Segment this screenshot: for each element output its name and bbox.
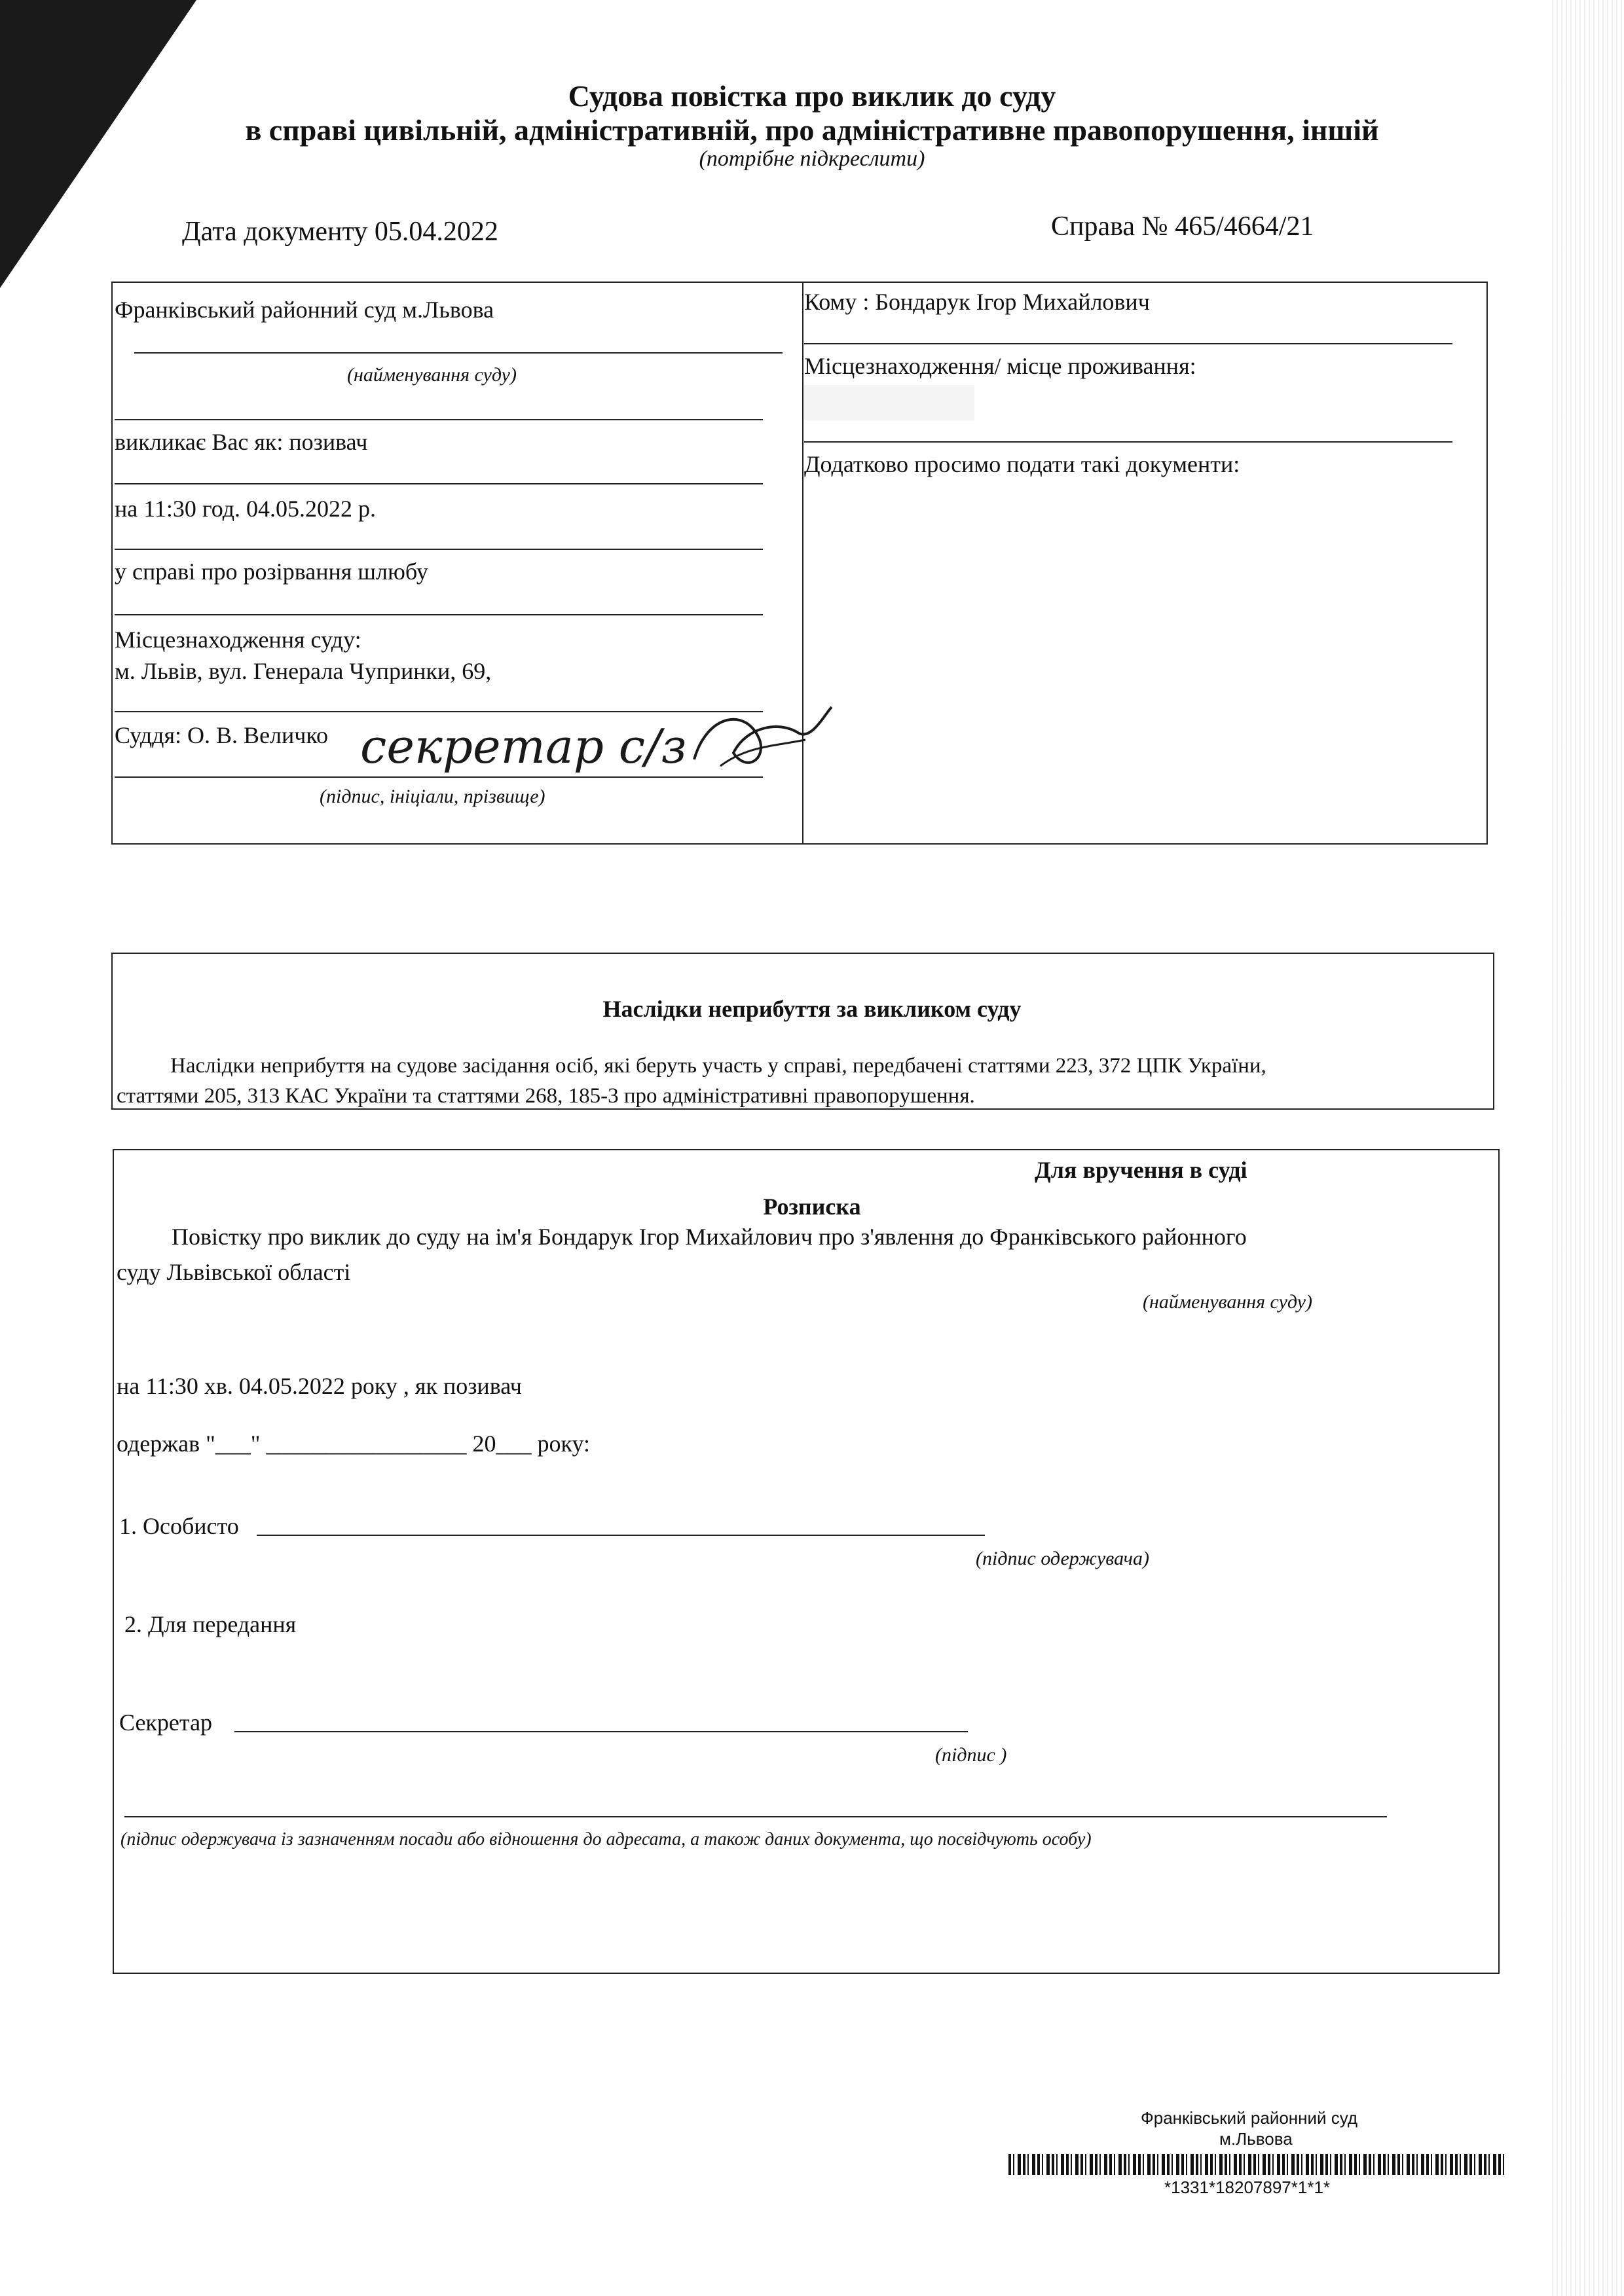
residence-line bbox=[804, 441, 1452, 443]
consequences-text-2: статтями 205, 313 КАС України та статтями 268, 185-3 про адміністративні правопорушення. bbox=[117, 1084, 975, 1108]
case-number: Справа № 465/4664/21 bbox=[1051, 211, 1314, 242]
case-subject: у справі про розірвання шлюбу bbox=[115, 558, 428, 585]
summons-role: викликає Вас як: позивач bbox=[115, 429, 368, 455]
judge-name: Суддя: О. В. Величко bbox=[115, 722, 329, 748]
for-transfer-label: 2. Для передання bbox=[124, 1611, 297, 1637]
document-subtitle: в справі цивільній, адміністративній, про адміністративне правопорушення, іншій bbox=[245, 113, 1379, 147]
handwritten-signature bbox=[354, 701, 838, 792]
signature-caption: (підпис, ініціали, прізвище) bbox=[320, 786, 545, 807]
consequences-title: Наслідки неприбуття за викликом суду bbox=[602, 996, 1022, 1022]
underline-note: (потрібне підкреслити) bbox=[699, 147, 925, 171]
court-name: Франківський районний суд м.Львова bbox=[115, 297, 494, 323]
receipt-time: на 11:30 хв. 04.05.2022 року , як позивач bbox=[117, 1373, 522, 1399]
secretary-signature-line bbox=[234, 1731, 968, 1732]
recipient-name: Кому : Бондарук Ігор Михайлович bbox=[804, 289, 1150, 315]
court-location-value: м. Львів, вул. Генерала Чупринки, 69, bbox=[115, 658, 492, 684]
personally-signature-line bbox=[257, 1535, 985, 1536]
receipt-title: Розписка bbox=[763, 1194, 861, 1220]
signature-line bbox=[115, 776, 763, 778]
receipt-court-caption: (найменування суду) bbox=[1143, 1291, 1312, 1313]
court-name-line bbox=[134, 352, 783, 354]
court-location-label: Місцезнаходження суду: bbox=[115, 627, 361, 653]
document-date: Дата документу 05.04.2022 bbox=[182, 217, 498, 247]
recipient-signature-caption: (підпис одержувача) bbox=[976, 1548, 1149, 1569]
hearing-time: на 11:30 год. 04.05.2022 р. bbox=[115, 496, 377, 522]
redacted-address bbox=[804, 385, 974, 420]
received-date-line: одержав "___" _________________ 20___ року: bbox=[117, 1430, 591, 1457]
consequences-text-1: Наслідки неприбуття на судове засідання осіб, які беруть участь у справі, передбачені статтями 223, 372 ЦПК України, bbox=[170, 1054, 1266, 1078]
receipt-text-2: суду Львівської області bbox=[117, 1259, 351, 1285]
stamp-city: м.Львова bbox=[1219, 2129, 1293, 2149]
separator-line-1 bbox=[115, 419, 763, 420]
recipient-details-caption: (підпис одержувача із зазначенням посади або відношення до адресата, а також даних документа, що посвідчують особу) bbox=[120, 1829, 1092, 1850]
stamp-court-name: Франківський районний суд bbox=[1141, 2108, 1358, 2128]
separator-line-2 bbox=[115, 483, 763, 484]
document-title: Судова повістка про виклик до суду bbox=[568, 79, 1056, 113]
residence-label: Місцезнаходження/ місце проживання: bbox=[804, 353, 1196, 379]
recipient-line bbox=[804, 343, 1452, 344]
separator-line-3 bbox=[115, 549, 763, 550]
secretary-label: Секретар bbox=[119, 1709, 213, 1736]
recipient-details-line bbox=[124, 1816, 1387, 1817]
for-court-delivery: Для вручення в суді bbox=[1035, 1157, 1247, 1183]
personally-label: 1. Особисто bbox=[119, 1513, 239, 1539]
barcode bbox=[1008, 2154, 1506, 2175]
documents-label: Додатково просимо подати такі документи: bbox=[804, 451, 1240, 477]
receipt-text-1: Повістку про виклик до суду на ім'я Бондарук Ігор Михайлович про з'явлення до Франківського районного bbox=[172, 1224, 1247, 1250]
barcode-code: *1331*18207897*1*1* bbox=[1164, 2178, 1331, 2197]
court-name-caption: (найменування суду) bbox=[347, 364, 517, 386]
scan-streaks bbox=[1552, 0, 1624, 2296]
signature-text: секретар с/з bbox=[360, 719, 687, 774]
secretary-signature-caption: (підпис ) bbox=[935, 1744, 1007, 1766]
separator-line-4 bbox=[115, 614, 763, 615]
